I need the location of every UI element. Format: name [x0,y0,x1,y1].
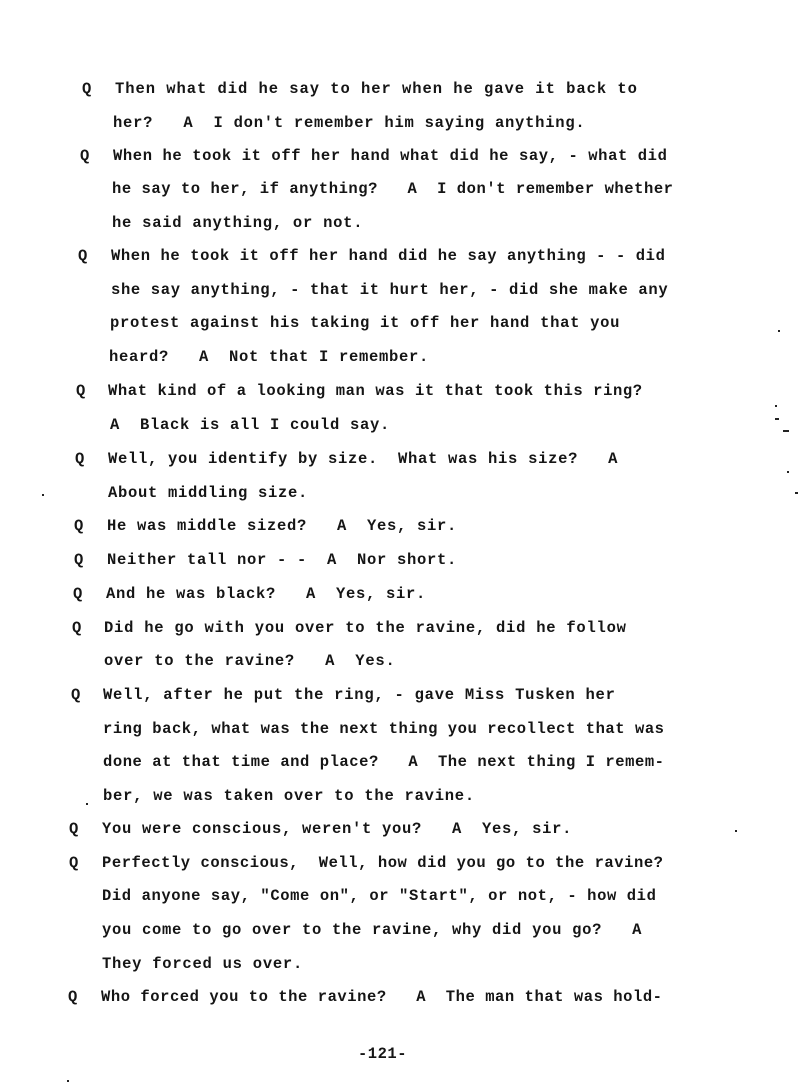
transcript-line: And he was black? A Yes, sir. [106,585,427,603]
scan-speck [735,830,737,832]
transcript-line: Well, after he put the ring, - gave Miss Tusken her [103,686,616,704]
scan-speck [775,405,777,407]
question-marker: Q [68,988,78,1006]
question-marker: Q [69,820,79,838]
scan-speck [787,471,789,473]
question-marker: Q [71,686,81,704]
page-number: -121- [358,1045,408,1063]
transcript-line: he said anything, or not. [112,214,364,232]
scan-speck [778,330,780,332]
scan-speck [86,803,88,805]
transcript-line: Did anyone say, "Come on", or "Start", or not, - how did [102,887,657,905]
transcript-line: A Black is all I could say. [110,416,391,434]
transcript-line: over to the ravine? A Yes. [104,652,396,670]
scan-speck [42,494,44,496]
transcript-line: heard? A Not that I remember. [109,348,430,366]
transcript-line: he say to her, if anything? A I don't remember whether [112,180,674,198]
transcript-line: done at that time and place? A The next thing I remem- [103,753,665,771]
transcript-line: ber, we was taken over to the ravine. [103,787,475,805]
question-marker: Q [76,382,86,400]
transcript-line: her? A I don't remember him saying anything. [113,114,586,132]
transcript-line: protest against his taking it off her hand that you [110,314,621,332]
question-marker: Q [78,247,88,265]
question-marker: Q [82,80,92,98]
transcript-line: Did he go with you over to the ravine, did he follow [104,619,627,637]
transcript-line: Who forced you to the ravine? A The man that was hold- [101,988,663,1006]
scan-speck [775,418,779,420]
transcript-line: When he took it off her hand did he say anything - - did [111,247,666,265]
scan-speck [783,430,789,432]
transcript-line: she say anything, - that it hurt her, - did she make any [111,281,669,299]
transcript-line: They forced us over. [102,955,304,973]
transcript-line: ring back, what was the next thing you recollect that was [103,720,665,738]
transcript-line: Well, you identify by size. What was his size? A [108,450,619,468]
scan-speck [795,492,798,494]
transcript-line: Then what did he say to her when he gave it back to [115,80,638,98]
transcript-line: When he took it off her hand what did he say, - what did [113,147,668,165]
question-marker: Q [73,585,83,603]
transcript-line: About middling size. [108,484,309,502]
transcript-line: Perfectly conscious, Well, how did you go to the ravine? [102,854,664,872]
scan-speck [67,1080,69,1082]
transcript-line: Neither tall nor - - A Nor short. [107,551,458,569]
question-marker: Q [74,517,84,535]
transcript-line: He was middle sized? A Yes, sir. [107,517,458,535]
question-marker: Q [69,854,79,872]
question-marker: Q [74,551,84,569]
transcript-line: you come to go over to the ravine, why did you go? A [102,921,643,939]
question-marker: Q [72,619,82,637]
question-marker: Q [75,450,85,468]
question-marker: Q [80,147,90,165]
transcript-line: You were conscious, weren't you? A Yes, sir. [102,820,573,838]
transcript-line: What kind of a looking man was it that took this ring? [108,382,643,400]
